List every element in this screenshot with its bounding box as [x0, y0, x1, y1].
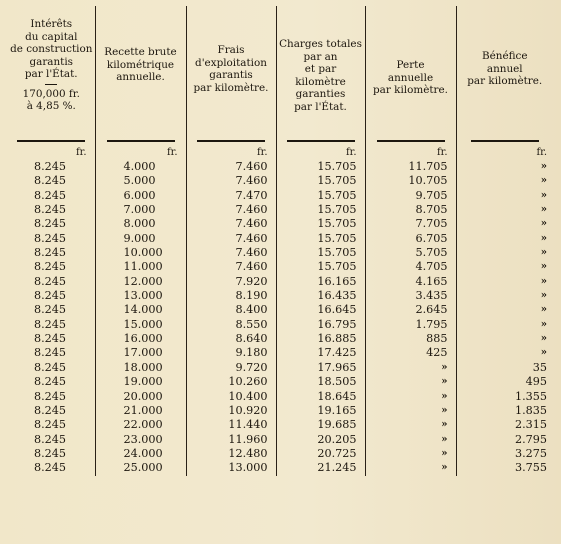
- table-cell: 8.245: [8, 289, 95, 303]
- table-cell: 8.245: [8, 203, 95, 217]
- table-cell: 22.000: [95, 418, 186, 432]
- header-line: annuelle: [387, 71, 434, 84]
- table-row: [8, 447, 553, 461]
- table-cell: 7.460: [186, 246, 276, 260]
- table-cell: 10.400: [186, 390, 276, 404]
- table-cell: 24.000: [95, 447, 186, 461]
- table-row: [8, 332, 553, 346]
- header-line: 170,000 fr.: [22, 87, 80, 100]
- table-cell: »: [365, 461, 456, 475]
- header-line: à 4,85 %.: [26, 100, 76, 112]
- header-line: annuel: [486, 62, 523, 75]
- table-cell: 8.245: [8, 332, 95, 346]
- table-cell: 15.705: [276, 160, 365, 174]
- table-cell: 19.165: [276, 404, 365, 418]
- table-cell: »: [365, 433, 456, 447]
- table-cell: 21.245: [276, 461, 365, 475]
- unit-cell: fr.: [95, 144, 186, 160]
- table-cell: 9.705: [365, 189, 456, 203]
- header-line: par kilomètre.: [193, 81, 269, 94]
- table-cell: 8.705: [365, 203, 456, 217]
- header-rule: [197, 140, 265, 142]
- table-cell: 18.000: [95, 361, 186, 375]
- table-cell: 9.000: [95, 232, 186, 246]
- header-line: annuelle.: [116, 71, 165, 83]
- table-cell: 2.645: [365, 303, 456, 317]
- table-cell: 2.315: [514, 418, 547, 432]
- table-cell: »: [540, 204, 547, 216]
- table-cell: 15.705: [276, 189, 365, 203]
- table-row: [8, 289, 553, 303]
- table-cell: 35: [532, 360, 547, 374]
- header-line: garantis: [29, 55, 74, 68]
- table-cell: 4.000: [95, 160, 186, 174]
- table-cell: 8.245: [8, 404, 95, 418]
- table-cell: 14.000: [95, 303, 186, 317]
- table-cell: 7.705: [365, 217, 456, 231]
- header-rule: [107, 140, 175, 142]
- table-cell: 3.755: [514, 461, 547, 475]
- table-cell: 8.245: [8, 390, 95, 404]
- table-cell: 11.960: [186, 433, 276, 447]
- table-cell: 8.245: [8, 433, 95, 447]
- table-cell: 425: [365, 346, 456, 360]
- table-cell: 8.190: [186, 289, 276, 303]
- table-cell: 15.705: [276, 232, 365, 246]
- table-cell: 16.435: [276, 289, 365, 303]
- table-cell: 8.245: [8, 303, 95, 317]
- header-line: par an: [303, 50, 338, 63]
- table-cell: 4.165: [365, 275, 456, 289]
- table-cell: 7.000: [95, 203, 186, 217]
- table-cell: 7.920: [186, 275, 276, 289]
- table-cell: 7.470: [186, 189, 276, 203]
- table-cell: »: [540, 347, 547, 359]
- table-row: [8, 174, 553, 188]
- header-line: Perte: [396, 59, 425, 71]
- table-cell: 885: [365, 332, 456, 346]
- table-cell: 13.000: [186, 461, 276, 475]
- table-cell: 7.460: [186, 217, 276, 231]
- header-total-charges: [276, 6, 365, 144]
- table-cell: 8.245: [8, 217, 95, 231]
- table-cell: 8.245: [8, 160, 95, 174]
- table-cell: 20.205: [276, 433, 365, 447]
- table-cell: 17.000: [95, 346, 186, 360]
- table-cell: 8.400: [186, 303, 276, 317]
- table-row: [8, 375, 553, 389]
- header-annual-loss: [365, 6, 456, 144]
- table-cell: 15.000: [95, 318, 186, 332]
- table-cell: 17.425: [276, 346, 365, 360]
- header-line: kilométrique: [106, 58, 175, 71]
- guarantee-table: [8, 6, 553, 476]
- header-line: et par kilomètre: [295, 63, 346, 88]
- table-cell: 13.000: [95, 289, 186, 303]
- table-cell: 3.275: [514, 446, 547, 460]
- table-cell: 8.245: [8, 174, 95, 188]
- table-cell: 4.705: [365, 260, 456, 274]
- header-line: d'exploitation: [195, 56, 267, 69]
- table-cell: 8.245: [8, 232, 95, 246]
- table-cell: 10.000: [95, 246, 186, 260]
- header-line: de construction: [10, 43, 93, 55]
- table-cell: 15.705: [276, 174, 365, 188]
- table-cell: 7.460: [186, 174, 276, 188]
- table-cell: 11.440: [186, 418, 276, 432]
- table-row: [8, 217, 553, 231]
- table-cell: 8.245: [8, 418, 95, 432]
- table-cell: 2.795: [514, 432, 547, 446]
- table-cell: 20.725: [276, 447, 365, 461]
- table-cell: »: [540, 275, 547, 287]
- table-cell: 16.000: [95, 332, 186, 346]
- table-row: [8, 189, 553, 203]
- table-cell: 8.245: [8, 260, 95, 274]
- table-row: [8, 433, 553, 447]
- table-cell: »: [365, 404, 456, 418]
- table-cell: 8.000: [95, 217, 186, 231]
- table-row: [8, 260, 553, 274]
- unit-cell: fr.: [186, 144, 276, 160]
- header-operating-costs: [186, 6, 276, 144]
- table-row: [8, 318, 553, 332]
- table-cell: 15.705: [276, 260, 365, 274]
- units-row: [8, 144, 553, 160]
- table-cell: 16.885: [276, 332, 365, 346]
- table-row: [8, 404, 553, 418]
- header-line: garantis: [209, 69, 253, 81]
- table-cell: 8.640: [186, 332, 276, 346]
- table-cell: »: [365, 418, 456, 432]
- unit-cell: fr.: [536, 146, 547, 158]
- table-cell: 12.000: [95, 275, 186, 289]
- table-cell: 495: [525, 375, 547, 389]
- table-cell: 11.705: [365, 160, 456, 174]
- table-cell: »: [540, 175, 547, 187]
- table-cell: 16.645: [276, 303, 365, 317]
- table-cell: »: [540, 318, 547, 330]
- table-cell: 8.245: [8, 346, 95, 360]
- header-dash: [45, 84, 57, 85]
- table-cell: 8.245: [8, 461, 95, 475]
- header-rule: [17, 140, 85, 142]
- table-cell: 9.180: [186, 346, 276, 360]
- table-cell: 9.720: [186, 361, 276, 375]
- table-cell: 8.550: [186, 318, 276, 332]
- table-row: [8, 346, 553, 360]
- header-line: par l'État.: [294, 100, 347, 113]
- header-annual-profit: [456, 6, 553, 144]
- table-cell: »: [365, 447, 456, 461]
- table-cell: 15.705: [276, 217, 365, 231]
- table-cell: 10.705: [365, 174, 456, 188]
- header-line: par l'État.: [24, 68, 78, 80]
- header-interest: [8, 6, 95, 144]
- table-cell: 10.260: [186, 375, 276, 389]
- header-line: du capital: [25, 30, 78, 43]
- table-cell: 23.000: [95, 433, 186, 447]
- header-line: Charges totales: [279, 38, 362, 50]
- table-cell: 19.000: [95, 375, 186, 389]
- table-header-row: [8, 6, 553, 144]
- table-cell: 8.245: [8, 447, 95, 461]
- header-line: garanties: [295, 88, 346, 100]
- table-cell: 6.705: [365, 232, 456, 246]
- table-row: [8, 160, 553, 174]
- table-cell: 16.795: [276, 318, 365, 332]
- table-body: [8, 144, 553, 476]
- header-line: par kilomètre.: [467, 75, 543, 87]
- table-cell: »: [540, 218, 547, 230]
- table-cell: 5.705: [365, 246, 456, 260]
- table-row: [8, 418, 553, 432]
- table-cell: »: [540, 247, 547, 259]
- table-cell: 19.685: [276, 418, 365, 432]
- table-row: [8, 303, 553, 317]
- table-cell: 16.165: [276, 275, 365, 289]
- table-cell: »: [365, 361, 456, 375]
- table-row: [8, 246, 553, 260]
- header-line: Frais: [217, 44, 245, 56]
- table-cell: »: [540, 189, 547, 201]
- table-row: [8, 232, 553, 246]
- table-cell: »: [540, 161, 547, 172]
- table-cell: 1.355: [514, 389, 547, 403]
- header-line: par kilomètre.: [373, 84, 448, 96]
- unit-cell: fr.: [276, 144, 365, 160]
- table-cell: 21.000: [95, 404, 186, 418]
- table-cell: 6.000: [95, 189, 186, 203]
- table-cell: »: [540, 333, 547, 345]
- table-cell: 7.460: [186, 160, 276, 174]
- table-cell: 17.965: [276, 361, 365, 375]
- table-row: [8, 275, 553, 289]
- table-cell: 18.645: [276, 390, 365, 404]
- table-cell: 20.000: [95, 390, 186, 404]
- table-cell: »: [540, 290, 547, 302]
- table-cell: 8.245: [8, 189, 95, 203]
- table-cell: »: [365, 375, 456, 389]
- unit-cell: fr.: [8, 144, 95, 160]
- table-row: [8, 361, 553, 375]
- table-cell: »: [540, 261, 547, 273]
- table-cell: 10.920: [186, 404, 276, 418]
- header-rule: [287, 140, 355, 142]
- header-line: Intérêts: [30, 18, 73, 30]
- table-cell: 1.795: [365, 318, 456, 332]
- table-cell: 7.460: [186, 203, 276, 217]
- table-cell: »: [365, 390, 456, 404]
- table-row: [8, 390, 553, 404]
- table-cell: 18.505: [276, 375, 365, 389]
- unit-cell: fr.: [365, 144, 456, 160]
- header-rule: [377, 140, 445, 142]
- table-cell: 3.435: [365, 289, 456, 303]
- table-cell: 25.000: [95, 461, 186, 475]
- table-cell: 7.460: [186, 260, 276, 274]
- table-cell: 12.480: [186, 447, 276, 461]
- table-cell: 5.000: [95, 174, 186, 188]
- header-rule: [471, 140, 539, 142]
- table-cell: 8.245: [8, 246, 95, 260]
- table-cell: 1.835: [514, 403, 547, 417]
- table-cell: 11.000: [95, 260, 186, 274]
- table-cell: 8.245: [8, 318, 95, 332]
- table-cell: 7.460: [186, 232, 276, 246]
- table-cell: »: [540, 232, 547, 244]
- table-row: [8, 461, 553, 475]
- table-cell: 8.245: [8, 361, 95, 375]
- header-line: Bénéfice: [481, 50, 528, 62]
- header-line: Recette brute: [104, 46, 177, 58]
- table-cell: 15.705: [276, 203, 365, 217]
- table-cell: 8.245: [8, 275, 95, 289]
- table-cell: »: [540, 304, 547, 316]
- table-row: [8, 203, 553, 217]
- header-gross-receipts: [95, 6, 186, 144]
- table-cell: 15.705: [276, 246, 365, 260]
- table-cell: 8.245: [8, 375, 95, 389]
